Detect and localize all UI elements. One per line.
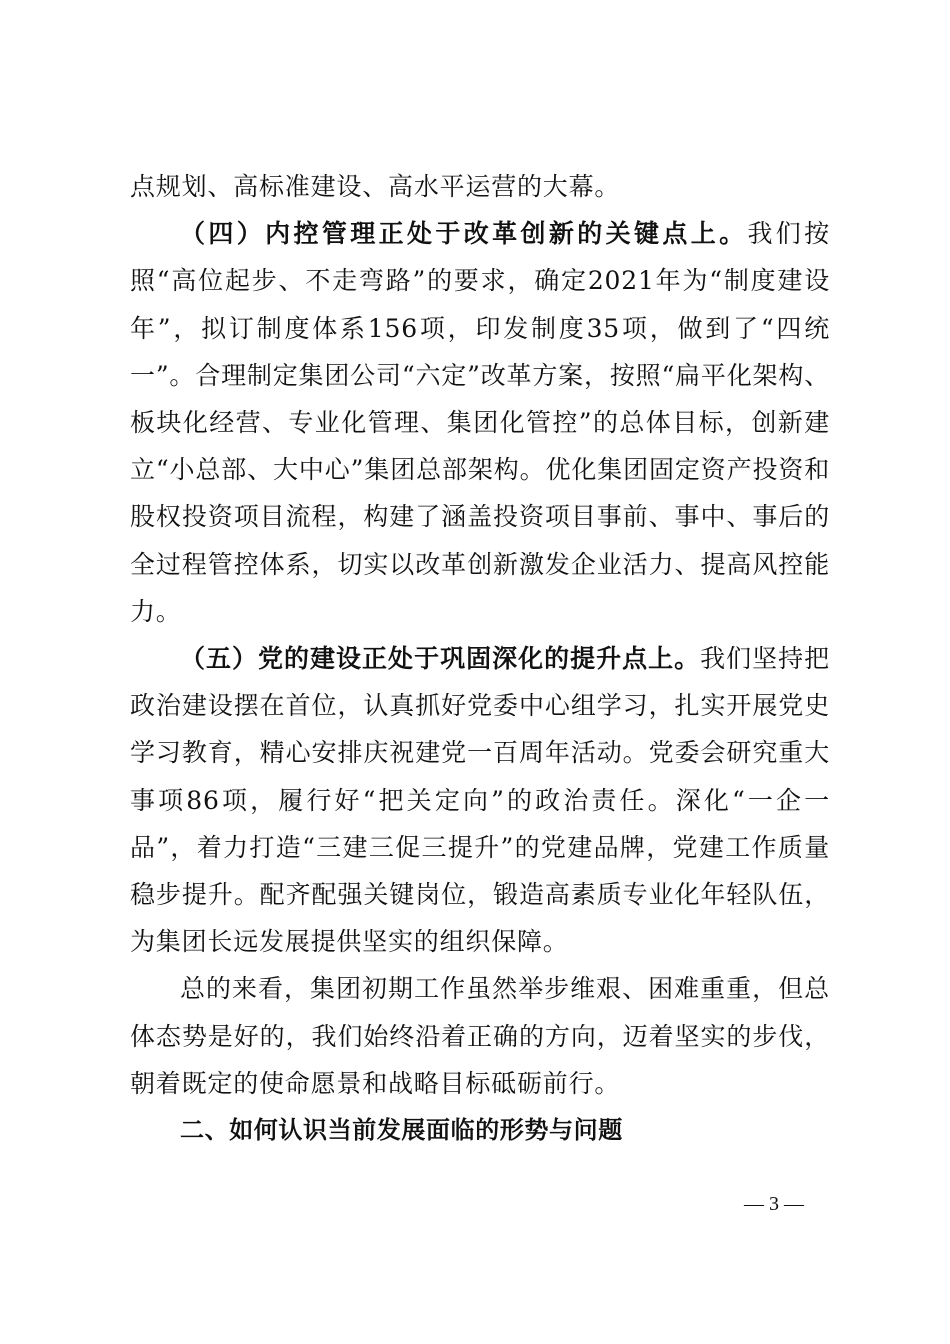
page-number: — 3 —	[744, 1193, 804, 1215]
paragraph-internal-control	[130, 210, 830, 635]
document-page	[130, 163, 830, 1154]
paragraph-text: 我们按照“高位起步、不走弯路”的要求，确定2021年为“制度建设年”，拟订制度体系156项，印发制度35项，做到了“四统一”。合理制定集团公司“六定”改革方案，按照“扁平化架构、板块化经营、专业化管理、集团化管控”的总体目标，创新建立“小总部、大中心”集团总部架构。优化集团固定资产投资和股权投资项目流程，构建了涵盖投资项目事前、事中、事后的全过程管控体系，切实以改革创新激发企业活力、提高风控能力。	[130, 219, 830, 626]
paragraph-summary	[130, 965, 830, 1107]
paragraph-continuation	[130, 163, 830, 210]
paragraph-text: 我们坚持把政治建设摆在首位，认真抓好党委中心组学习，扎实开展党史学习教育，精心安排庆祝建党一百周年活动。党委会研究重大事项86项，履行好“把关定向”的政治责任。深化“一企一品”，着力打造“三建三促三提升”的党建品牌，党建工作质量稳步提升。配齐配强关键岗位，锻造高素质专业化年轻队伍，为集团长远发展提供坚实的组织保障。	[130, 644, 830, 957]
section-heading: 二、如何认识当前发展面临的形势与问题	[180, 1116, 623, 1145]
paragraph-text: 点规划、高标准建设、高水平运营的大幕。	[130, 172, 621, 201]
paragraph-party-building	[130, 635, 830, 965]
paragraph-text: 总的来看，集团初期工作虽然举步维艰、困难重重，但总体态势是好的，我们始终沿着正确的方向，迈着坚实的步伐，朝着既定的使命愿景和战略目标砥砺前行。	[130, 974, 830, 1098]
paragraph-lead: （五）党的建设正处于巩固深化的提升点上。	[180, 644, 701, 674]
paragraph-lead: （四）内控管理正处于改革创新的关键点上。	[180, 219, 748, 249]
